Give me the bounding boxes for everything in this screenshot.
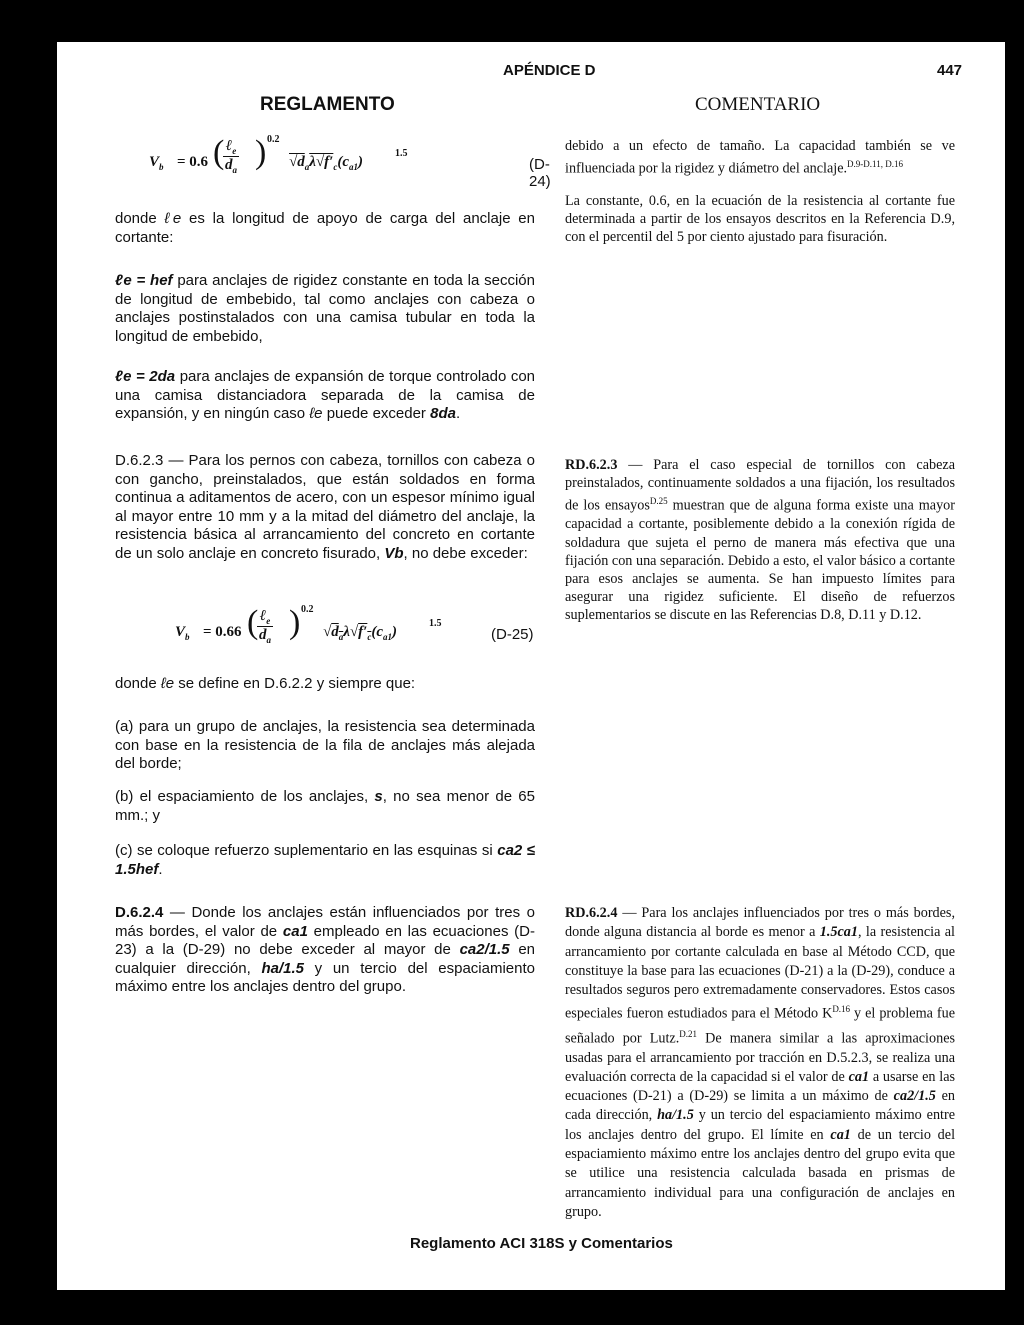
right-paren: ) (255, 134, 267, 171)
list-item-c: (c) se coloque refuerzo suplementario en las esquinas si ca2 ≤ 1.5hef. (115, 842, 535, 878)
equation-exponent-2: 1.5 (429, 618, 442, 629)
left-paren: ( (247, 604, 259, 641)
section-d624: D.6.2.4 — Donde los anclajes están influenciados por tres o más bordes, el valor de ca1 empleado en las ecuaciones (D-23) a la (D-29) no debe exceder al mayor de ca2/1.5 en cualquier dirección, ha/1.5 y un tercio del espaciamiento máximo entre los anclajes dentro del grupo. (115, 904, 536, 995)
column-title-reglamento: REGLAMENTO (260, 94, 395, 115)
left-paren: ( (213, 134, 225, 171)
equation-exponent-2: 1.5 (395, 148, 408, 159)
equation-number: (D-25) (491, 626, 534, 643)
equation-lambda-sqrt-fc: λ√f′ (309, 154, 334, 170)
equation-rhs: $√d_a\lambda√f'_c(c_{a1})$ (289, 154, 363, 172)
equation-number: (D-24) (529, 156, 551, 190)
equation-fraction: ℓ$_e$ $d_a$ (259, 608, 271, 645)
running-header-title: APÉNDICE D (503, 62, 596, 79)
equation-rhs: $√d_a\lambda√f'_c(c_{a1})$ (323, 624, 397, 642)
paragraph-le-hef: ℓe = hef para anclajes de rigidez constante en toda la sección de longitud de embebido, tal como anclajes con cabeza o anclajes postinstalados con una camisa tubular en toda la longitud de embebido, (115, 272, 535, 345)
column-title-comentario: COMENTARIO (695, 94, 821, 115)
section-d623: D.6.2.3 — Para los pernos con cabeza, tornillos con cabeza o con gancho, preinstalados, que están soldados en forma continua a aditamentos de acero, con un espesor mínimo igual al mayor entre 10 mm y a la mitad del diámetro del anclaje, la resistencia básica al arrancamiento del concreto en cortante de un solo anclaje en concreto fisurado, Vb, no debe exceder: (115, 452, 535, 562)
list-item-a: (a) para un grupo de anclajes, la resistencia sea determinada con base en la resistencia de la fila de anclajes más alejada del borde; (115, 718, 535, 772)
equation-d24 (149, 134, 551, 194)
equation-exponent: 0.2 (301, 604, 314, 615)
page-number: 447 (937, 62, 963, 79)
right-paren: ) (289, 604, 301, 641)
paragraph-definition-le: donde ℓe es la longitud de apoyo de carga del anclaje en cortante: (115, 210, 535, 246)
commentary-section-rd624: RD.6.2.4 — Para los anclajes influenciados por tres o más bordes, donde alguna distancia al borde es menor a 1.5ca1, la resistencia al arrancamiento por cortante calculada en base al Método CCD, que constituye la base para las ecuaciones (D-21) a la (D-29), conduce a resultados seguros pero extremadamente conservadores. Estos casos especiales fueron estudiados para el Método $K^{D.16}$ y el problema fue señalado por Lutz.$^{D.21}$ De manera similar a las aproximaciones usadas para el arrancamiento por tracción en D.5.2.3, se realiza una evaluación correcta de la capacidad si el valor de ca1 a usarse en las ecuaciones (D-21) a (D-29) se limita a un máximo de ca2/1.5 en cada dirección, ha/1.5 y un tercio del espaciamiento máximo entre los anclajes dentro del grupo. El límite en ca1 de un tercio del espaciamiento máximo entre los anclajes dentro del grupo evita que se utilice una resistencia calculada basada en prismas de arrancamiento individual para una configuración de anclajes en grupo. (565, 905, 956, 1220)
equation-lhs: $V_b$ (175, 624, 190, 642)
equation-coefficient: = 0.6 (177, 154, 209, 170)
equation-lhs: $V_b$ (149, 154, 164, 172)
commentary-section-rd623: RD.6.2.3 — Para el caso especial de tornillos con cabeza preinstalados, continuamente soldados a una fijación, los resultados de los ensayos$^{D.25}$ muestran que de alguna forma existe una mayor capacidad a cortante, posiblemente debido a la conexión rígida de soldadura que sujeta el perno de manera más efectiva que una fijación con una separación. Debido a esto, el valor básico a cortante para esos anclajes se aumenta. Se han impuesto límites para asegurar una rigidez suficiente. El diseño de refuerzos suplementarios se discute en las Referencias D.8, D.11 y D.12. (565, 457, 956, 624)
equation-d25 (175, 604, 545, 664)
commentary-paragraph-constant: La constante, 0.6, en la ecuación de la resistencia al cortante fue determinada a partir de los ensayos descritos en la Referencia D.9, con el percentil del 5 por ciento ajustado para fisuración. (565, 193, 955, 246)
equation-exponent: 0.2 (267, 134, 280, 145)
equation-coefficient: = 0.66 (203, 624, 242, 640)
equation-fraction: ℓ$_e$ $d_a$ (225, 138, 237, 175)
page-footer: Reglamento ACI 318S y Comentarios (410, 1235, 673, 1252)
paragraph-le-2da: ℓe = 2da para anclajes de expansión de torque controlado con una camisa distanciadora separada de la camisa de expansión, y en ningún caso ℓe puede exceder 8da. (115, 368, 536, 422)
paragraph-donde: donde ℓe se define en D.6.2.2 y siempre que: (115, 675, 416, 692)
commentary-paragraph-size-effect: debido a un efecto de tamaño. La capacidad también se ve influenciada por la rigidez y diámetro del anclaje.$^{D.9-D.11, D.16}$ (565, 138, 955, 177)
document-page (57, 42, 1005, 1290)
list-item-b: (b) el espaciamiento de los anclajes, s, no sea menor de 65 mm.; y (115, 788, 535, 824)
